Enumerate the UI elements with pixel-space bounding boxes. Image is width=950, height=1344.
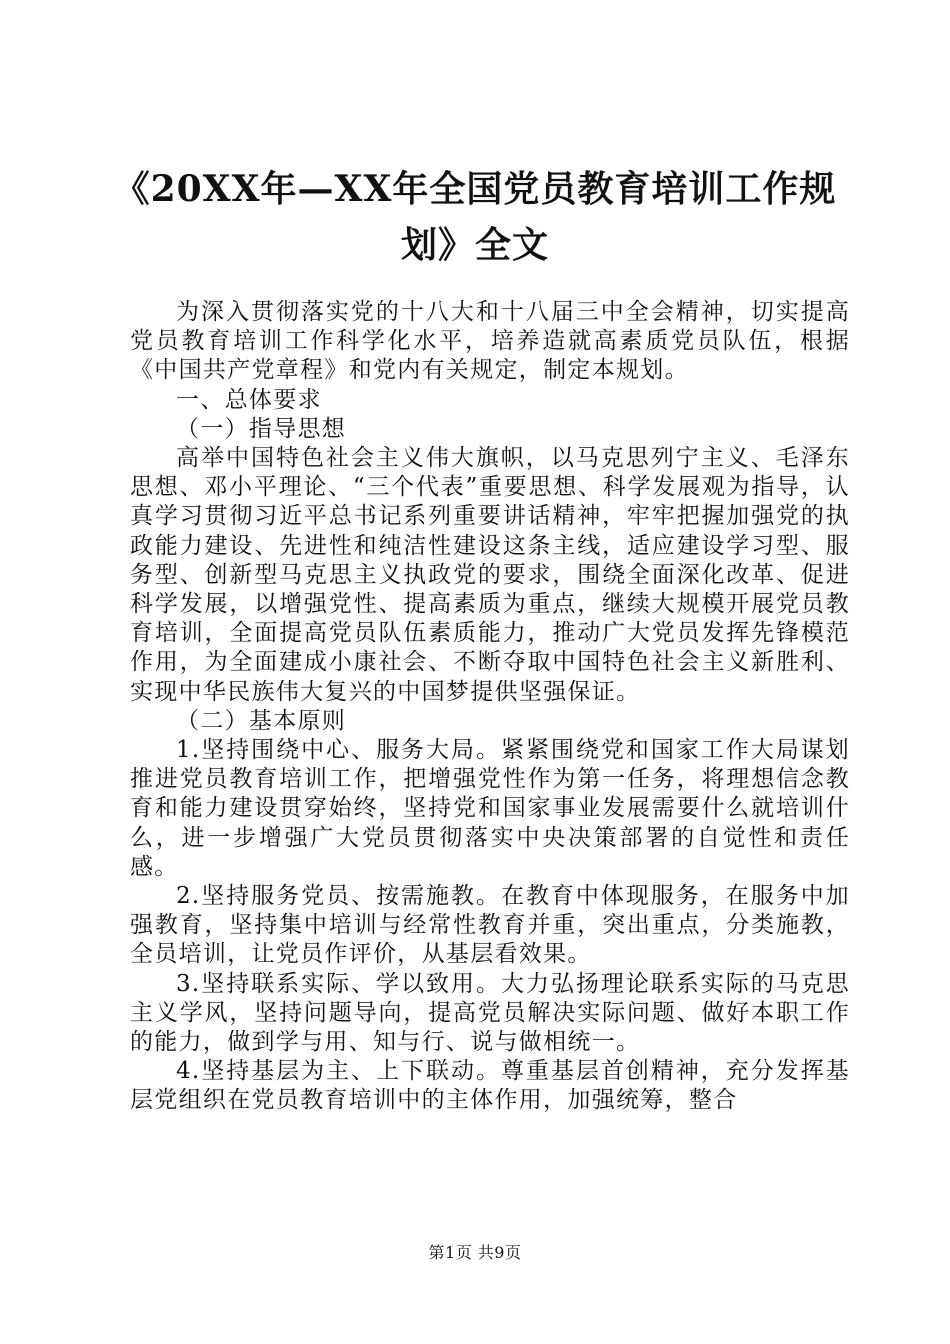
section-heading-general-requirements: 一、总体要求	[176, 386, 322, 413]
subsection-heading-guiding-ideology: （一）指导思想	[176, 415, 347, 442]
principle-3-paragraph: 3.坚持联系实际、学以致用。大力弘扬理论联系实际的马克思主义学风，坚持问题导向，提高党员解决实际问题、做好本职工作的能力，做到学与用、知与行、说与做相统一。	[130, 970, 850, 1056]
principle-2-paragraph: 2.坚持服务党员、按需施教。在教育中体现服务，在服务中加强教育，坚持集中培训与经常性教育并重，突出重点，分类施教，全员培训，让党员作评价，从基层看效果。	[130, 883, 850, 968]
principle-4-paragraph: 4.坚持基层为主、上下联动。尊重基层首创精神，充分发挥基层党组织在党员教育培训中的主体作用，加强统筹，整合	[130, 1058, 850, 1114]
principle-1-paragraph: 1.坚持围绕中心、服务大局。紧紧围绕党和国家工作大局谋划推进党员教育培训工作，把增强党性作为第一任务，将理想信念教育和能力建设贯穿始终，坚持党和国家事业发展需要什么就培训什么，进一步增强广大党员贯彻落实中央决策部署的自觉性和责任感。	[130, 737, 850, 880]
intro-paragraph: 为深入贯彻落实党的十八大和十八届三中全会精神，切实提高党员教育培训工作科学化水平，培养造就高素质党员队伍，根据《中国共产党章程》和党内有关规定，制定本规划。	[130, 299, 850, 384]
document-title-line-1: 《20XX年—XX年全国党员教育培训工作规	[113, 168, 837, 210]
document-body	[130, 298, 850, 1116]
subsection-heading-basic-principles: （二）基本原则	[176, 707, 347, 734]
guiding-ideology-paragraph: 高举中国特色社会主义伟大旗帜，以马克思列宁主义、毛泽东思想、邓小平理论、“三个代表”重要思想、科学发展观为指导，认真学习贯彻习近平总书记系列重要讲话精神，牢牢把握加强党的执政能力建设、先进性和纯洁性建设这条主线，适应建设学习型、服务型、创新型马克思主义执政党的要求，围绕全面深化改革、促进科学发展，以增强党性、提高素质为重点，继续大规模开展党员教育培训，全面提高党员队伍素质能力，推动广大党员发挥先锋模范作用，为全面建成小康社会、不断夺取中国特色社会主义新胜利、实现中华民族伟大复兴的中国梦提供坚强保证。	[130, 445, 850, 705]
document-title-line-2: 划》全文	[400, 224, 549, 266]
page-number-footer: 第1页 共9页	[428, 1243, 522, 1262]
